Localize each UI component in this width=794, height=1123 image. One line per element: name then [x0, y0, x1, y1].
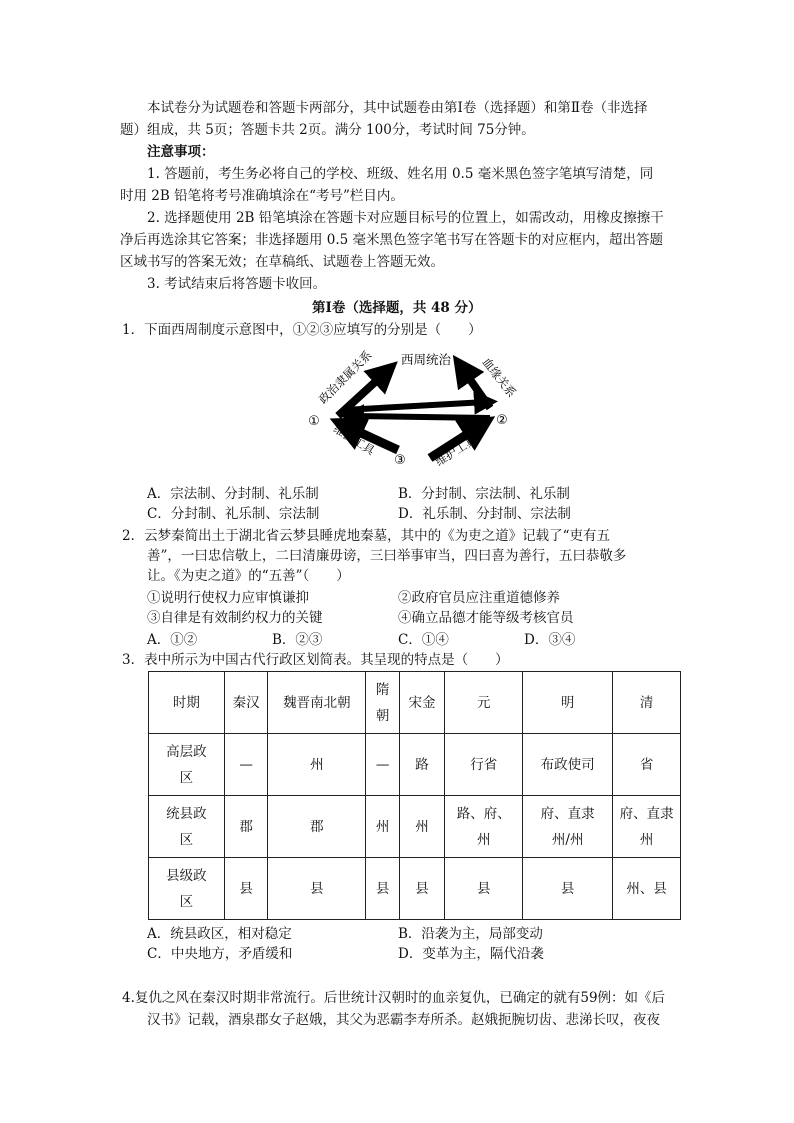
q3-option-d[interactable]: D．变革为主，隔代沿袭: [398, 946, 544, 962]
table-header-cell: 明: [523, 672, 613, 734]
label-maintain-tool-right: 维护工具: [432, 432, 480, 469]
q2-line-3: 让。《为吏之道》的“五善”（ ）: [147, 568, 350, 584]
table-header-cell: 时期: [149, 672, 225, 734]
notice-1a: 1. 答题前，考生务必将自己的学校、班级、姓名用 0.5 毫米黑色签字笔填写清楚，同: [147, 166, 654, 182]
q4-line-1: 4.复仇之风在秦汉时期非常流行。后世统计汉朝时的血亲复仇，已确定的就有59例：如《后: [122, 990, 666, 1006]
table-cell: 高层政区: [149, 734, 225, 796]
circle-3-marker: ③: [394, 453, 406, 468]
q2-option-c[interactable]: C．①④: [398, 632, 449, 648]
table-cell: 县: [366, 858, 399, 920]
table-header-cell: 元: [445, 672, 523, 734]
table-cell: 路、府、州: [445, 796, 523, 858]
admin-division-table: [148, 671, 681, 920]
table-cell: 县: [224, 858, 267, 920]
notice-1b: 时用 2B 铅笔将考号准确填涂在“考号”栏目内。: [120, 188, 404, 204]
table-cell: 郡: [268, 796, 366, 858]
q2-line-1: 2．云梦秦简出土于湖北省云梦县睡虎地秦墓，其中的《为吏之道》记载了“吏有五: [122, 528, 610, 544]
q1-option-c[interactable]: C．分封制、礼乐制、宗法制: [147, 506, 320, 522]
q2-statement-3: ③自律是有效制约权力的关键: [147, 610, 323, 626]
table-row: [149, 858, 681, 920]
notice-2a: 2. 选择题使用 2B 铅笔填涂在答题卡对应题目标号的位置上，如需改动，用橡皮擦擦干: [147, 210, 664, 226]
table-cell: 府、直隶州: [613, 796, 681, 858]
q3-option-c[interactable]: C．中央地方，矛盾缓和: [147, 946, 293, 962]
q3-stem: 3．表中所示为中国古代行政区划简表。其呈现的特点是（ ）: [122, 652, 509, 668]
arrow-2-to-1: [352, 416, 490, 418]
q4-line-2: 汉书》记载，酒泉郡女子赵娥，其父为恶霸李寿所杀。赵娥扼腕切齿、悲涕长叹，夜夜: [147, 1012, 660, 1028]
table-cell: 郡: [224, 796, 267, 858]
q2-option-b[interactable]: B．②③: [272, 632, 323, 648]
western-zhou-diagram: [290, 340, 540, 480]
table-header-cell: 隋朝: [366, 672, 399, 734]
intro-line-2: 题）组成，共 5页；答题卡共 2页。满分 100分，考试时间 75分钟。: [120, 122, 535, 138]
q1-option-d[interactable]: D．礼乐制、分封制、宗法制: [398, 506, 571, 522]
arrow-1-to-2: [344, 402, 486, 410]
notice-3: 3. 考试结束后将答题卡收回。: [147, 276, 327, 292]
circle-1-marker: ①: [308, 414, 320, 429]
table-cell: 行省: [445, 734, 523, 796]
diagram-top-label: 西周统治: [400, 352, 452, 367]
table-header-row: [149, 672, 681, 734]
q3-option-b[interactable]: B．沿袭为主，局部变动: [398, 926, 543, 942]
table-cell: 县: [445, 858, 523, 920]
table-cell: 省: [613, 734, 681, 796]
table-row: [149, 734, 681, 796]
label-blood-relation: 血缘关系: [479, 355, 519, 400]
table-cell: 县: [523, 858, 613, 920]
table-cell: 统县政区: [149, 796, 225, 858]
notice-2b: 净后再选涂其它答案；非选择题用 0.5 毫米黑色签字笔书写在答题卡的对应框内，超出答题: [120, 232, 664, 248]
table-row: [149, 796, 681, 858]
table-cell: 县: [399, 858, 445, 920]
q2-statement-1: ①说明行使权力应审慎谦抑: [147, 590, 309, 606]
section-title: 第Ⅰ卷（选择题，共 48 分）: [312, 300, 482, 316]
table-header-cell: 清: [613, 672, 681, 734]
notice-2c: 区域书写的答案无效；在草稿纸、试题卷上答题无效。: [120, 254, 444, 270]
q2-statement-4: ④确立品德才能等级考核官员: [398, 610, 574, 626]
q1-option-b[interactable]: B．分封制、宗法制、礼乐制: [398, 486, 570, 502]
table-cell: 州: [268, 734, 366, 796]
table-cell: 路: [399, 734, 445, 796]
table-cell: 府、直隶州/州: [523, 796, 613, 858]
q1-stem: 1．下面西周制度示意图中，①②③应填写的分别是（ ）: [122, 322, 482, 338]
table-cell: 州: [366, 796, 399, 858]
table-cell: 州: [399, 796, 445, 858]
circle-2-marker: ②: [496, 413, 508, 428]
table-cell: —: [224, 734, 267, 796]
q2-option-d[interactable]: D．③④: [524, 632, 576, 648]
table-cell: 布政使司: [523, 734, 613, 796]
table-cell: 县: [268, 858, 366, 920]
table-header-cell: 秦汉: [224, 672, 267, 734]
label-political-subordination: 政治隶属关系: [315, 347, 375, 407]
table-cell: —: [366, 734, 399, 796]
table-cell: 州、县: [613, 858, 681, 920]
q2-line-2: 善”，一曰忠信敬上，二曰清廉毋谤，三曰举事审当，四曰喜为善行，五曰恭敬多: [147, 548, 627, 564]
q1-option-a[interactable]: A．宗法制、分封制、礼乐制: [147, 486, 319, 502]
q2-option-a[interactable]: A．①②: [147, 632, 198, 648]
label-maintain-tool-left: 维护工具: [330, 421, 378, 458]
table-cell: 县级政区: [149, 858, 225, 920]
q3-option-a[interactable]: A．统县政区，相对稳定: [147, 926, 292, 942]
intro-line-1: 本试卷分为试题卷和答题卡两部分，其中试题卷由第Ⅰ卷（选择题）和第Ⅱ卷（非选择: [147, 100, 648, 116]
table-header-cell: 魏晋南北朝: [268, 672, 366, 734]
table-header-cell: 宋金: [399, 672, 445, 734]
q2-statement-2: ②政府官员应注重道德修养: [398, 590, 560, 606]
notice-title: 注意事项：: [147, 144, 215, 160]
